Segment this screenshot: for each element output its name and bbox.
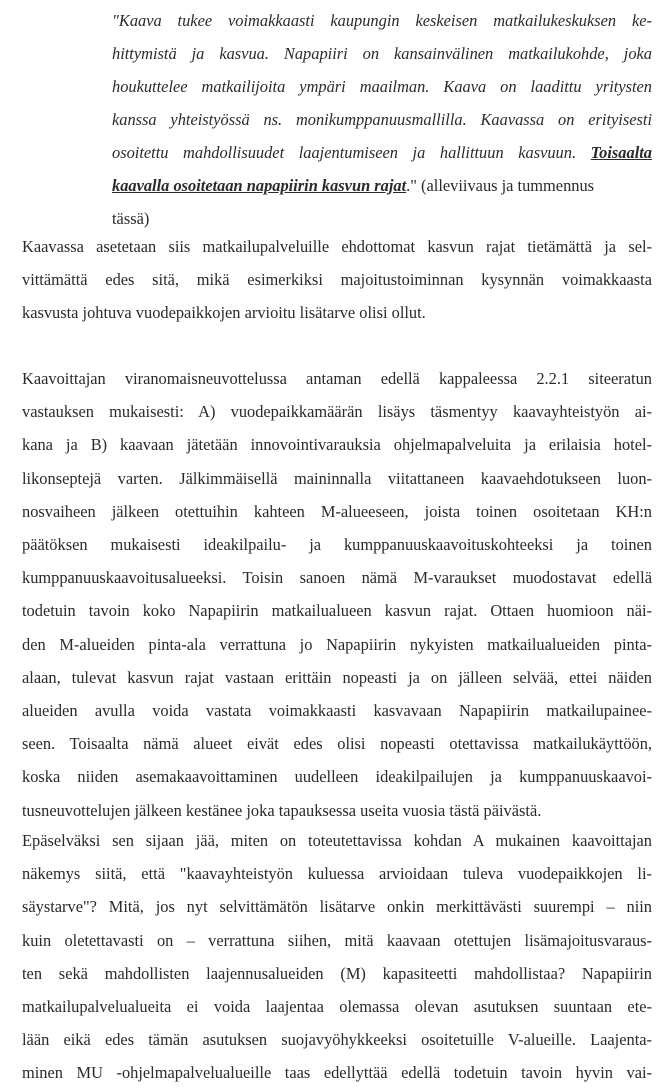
paragraph-line: vittämättä edes sitä, mikä esimerkiksi majoitustoiminnan kysynnän voimakkaasta <box>22 270 652 290</box>
paragraph-line: likonseptejä varten. Jälkimmäisellä maininnalla viitattaneen kaavaehdotukseen luon- <box>22 468 652 488</box>
paragraph-line: kuin oletettavasti on – verrattuna siihen, mitä kaavaan otettujen lisämajoitusvaraus- <box>22 930 652 950</box>
quote-line <box>112 169 652 202</box>
paragraph-1 <box>22 230 652 330</box>
quote-line: houkuttelee matkailijoita ympäri maailman. Kaava on laadittu yritysten <box>112 77 652 96</box>
quote-emphasis: Toisaalta <box>590 143 652 162</box>
paragraph-line: lään eikä edes tämän asutuksen suojavyöhykkeeksi osoitetuille V-alueille. Laajenta- <box>22 1030 652 1050</box>
paragraph-line: Kaavoittajan viranomaisneuvottelussa antaman edellä kappaleessa 2.2.1 siteeratun <box>22 369 652 388</box>
paragraph-line: kana ja B) kaavaan jätetään innovointivarauksia ohjelmapalveluita ja erilaisia hotel- <box>22 435 652 455</box>
paragraph-line: den M-alueiden pinta-ala verrattuna jo Napapiirin nykyisten matkailualueiden pinta- <box>22 634 652 654</box>
paragraph-2 <box>22 362 652 827</box>
paragraph-line: Epäselväksi sen sijaan jää, miten on toteutettavissa kohdan A mukainen kaavoittajan <box>22 831 652 850</box>
paragraph-line: näkemys siitä, että "kaavayhteistyön kuluessa arvioidaan tuleva vuodepaikkojen li- <box>22 864 652 884</box>
paragraph-line: säystarve"? Mitä, jos nyt selvittämätön lisätarve onkin merkittävästi suurempi – niin <box>22 897 652 917</box>
paragraph-line: Kaavassa asetetaan siis matkailupalveluille ehdottomat kasvun rajat tietämättä ja sel- <box>22 237 652 256</box>
quote-annotation: ." (alleviivaus ja tummennus <box>406 176 595 195</box>
paragraph-line: alaan, tulevat kasvun rajat vastaan erittäin nopeasti ja on jälleen selvää, ettei näiden <box>22 667 652 687</box>
paragraph-line: nosvaiheen jälkeen otettuihin kahteen M-alueeseen, joista toinen osoitetaan KH:n <box>22 501 652 521</box>
paragraph-line: päätöksen mukaisesti ideakilpailu- ja kumppanuuskaavoituskohteeksi ja toinen <box>22 535 652 555</box>
quote-line <box>112 136 652 169</box>
paragraph-line: vastauksen mukaisesti: A) vuodepaikkamäärän lisäys täsmentyy kaavayhteistyön ai- <box>22 402 652 422</box>
paragraph-line: minen MU -ohjelmapalvelualueille taas edellyttää edellä todetuin tavoin hyvin vai- <box>22 1063 652 1083</box>
quote-line: hittymistä ja kasvua. Napapiiri on kansainvälinen matkailukohde, joka <box>112 44 652 63</box>
paragraph-line: kumppanuuskaavoitusalueeksi. Toisin sanoen nämä M-varaukset muodostavat edellä <box>22 568 652 588</box>
paragraph-line: matkailupalvelualueita ei voida laajentaa olemassa olevan asutuksen suuntaan ete- <box>22 997 652 1017</box>
paragraph-line: alueiden avulla voida vastata voimakkaasti kasvavaan Napapiirin matkailupainee- <box>22 701 652 721</box>
quote-text: osoitettu mahdollisuudet laajentumiseen ja hallittuun kasvuun. <box>112 143 577 162</box>
paragraph-line: seen. Toisaalta nämä alueet eivät edes olisi nopeasti otettavissa matkailukäyttöön, <box>22 734 652 754</box>
paragraph-3 <box>22 824 652 1090</box>
quote-line: kanssa yhteistyössä ns. monikumppanuusmallilla. Kaavassa on erityisesti <box>112 110 652 129</box>
quote-line: tässä) <box>112 209 150 228</box>
block-quote <box>112 4 652 235</box>
paragraph-line: ten sekä mahdollisten laajennusalueiden (M) kapasiteetti mahdollistaa? Napapiirin <box>22 963 652 983</box>
paragraph-line: todetuin tavoin koko Napapiirin matkailualueen kasvun rajat. Ottaen huomioon näi- <box>22 601 652 621</box>
quote-emphasis: kaavalla osoitetaan napapiirin kasvun rajat <box>112 176 407 195</box>
paragraph-line: kasvusta johtuva vuodepaikkojen arvioitu lisätarve olisi ollut. <box>22 303 426 323</box>
quote-line: "Kaava tukee voimakkaasti kaupungin keskeisen matkailukeskuksen ke- <box>112 11 652 30</box>
paragraph-line: koska niiden asemakaavoittaminen uudelleen ideakilpailujen ja kumppanuuskaavoi- <box>22 767 652 787</box>
paragraph-line: tusneuvottelujen jälkeen kestänee joka tapauksessa useita vuosia tästä päivästä. <box>22 800 542 820</box>
